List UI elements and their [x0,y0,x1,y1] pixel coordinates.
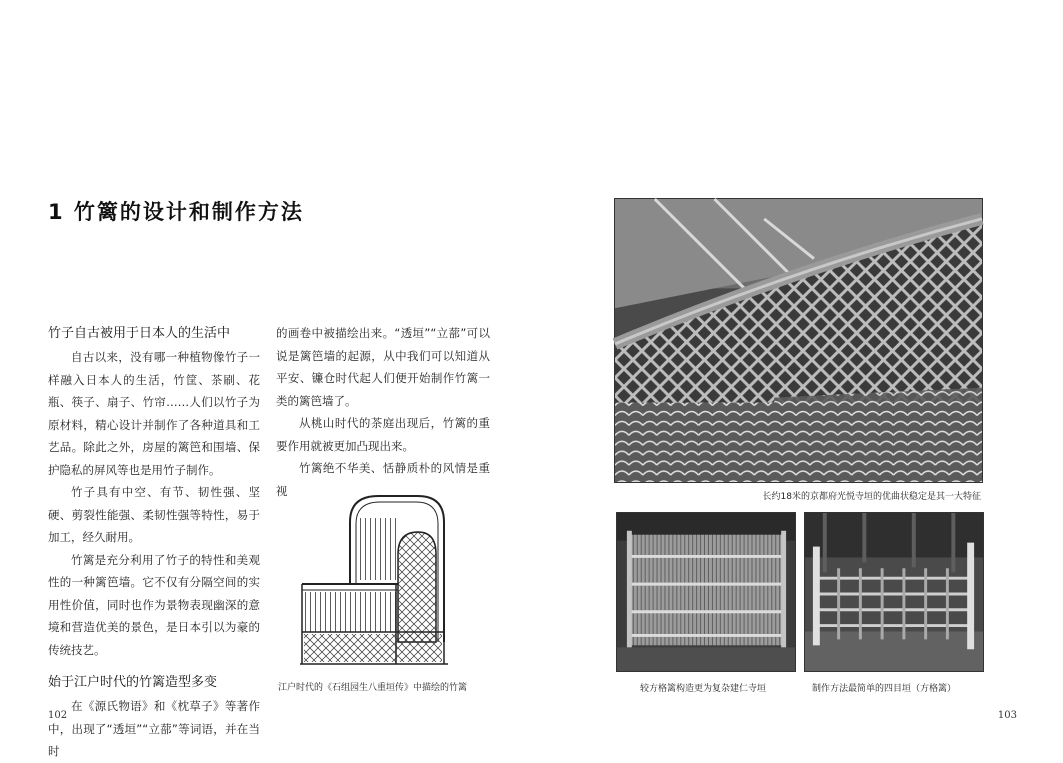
paragraph-5: 的画卷中被描绘出来。“透垣”“立蔀”可以说是篱笆墙的起源，从中我们可以知道从平安、镰仓时代起人们便开始制作竹篱一类的篱笆墙了。 [276,326,490,408]
paragraph-7: 竹篱绝不华美、恬静质朴的风情是重视 [276,461,490,498]
bottom-left-caption: 较方格篱构造更为复杂建仁寺垣 [640,684,767,694]
section-heading-1: 竹子自古被用于日本人的生活中 [48,326,231,341]
paragraph-1: 自古以来，没有哪一种植物像竹子一样融入日本人的生活，竹筐、茶刷、花瓶、筷子、扇子、竹帘……人们以竹子为原材料，精心设计并制作了各种道具和工艺品。除此之外，房屋的篱笆和围墙、保护隐私的屏风等也是用竹子制作。 [48,350,260,477]
middle-text-column [276,322,490,502]
drawing-caption: 江户时代的《石组园生八重垣传》中描绘的竹篱 [278,683,468,693]
chapter-title: 1 竹篱的设计和制作方法 [48,200,304,224]
paragraph-4: 在《源氏物语》和《枕草子》等著作中，出现了“透垣”“立蔀”等词语，并在当时 [48,699,260,758]
paragraph-6: 从桃山时代的茶庭出现后，竹篱的重要作用就被更加凸现出来。 [276,416,490,453]
yotsume-fence-photo [804,512,984,672]
koetsuji-fence-photo [614,198,983,483]
edo-fence-drawing [298,492,450,668]
page-number-left: 102 [48,710,68,721]
top-photo-caption: 长约18米的京都府光悦寺垣的优曲状稳定是其一大特征 [762,492,981,502]
page-number-right: 103 [997,710,1017,721]
paragraph-3: 竹篱是充分利用了竹子的特性和美观性的一种篱笆墙。它不仅有分隔空间的实用性价值，同时也作为景物表现幽深的意境和营造优美的景色，是日本引以为豪的传统技艺。 [48,552,260,657]
bottom-right-caption: 制作方法最简单的四目垣（方格篱） [812,684,957,694]
kenninji-fence-photo [616,512,796,672]
left-text-column [48,322,260,763]
paragraph-2: 竹子具有中空、有节、韧性强、坚硬、剪裂性能强、柔韧性强等特性，易于加工，经久耐用。 [48,485,260,544]
section-heading-2: 始于江户时代的竹篱造型多变 [48,675,218,690]
